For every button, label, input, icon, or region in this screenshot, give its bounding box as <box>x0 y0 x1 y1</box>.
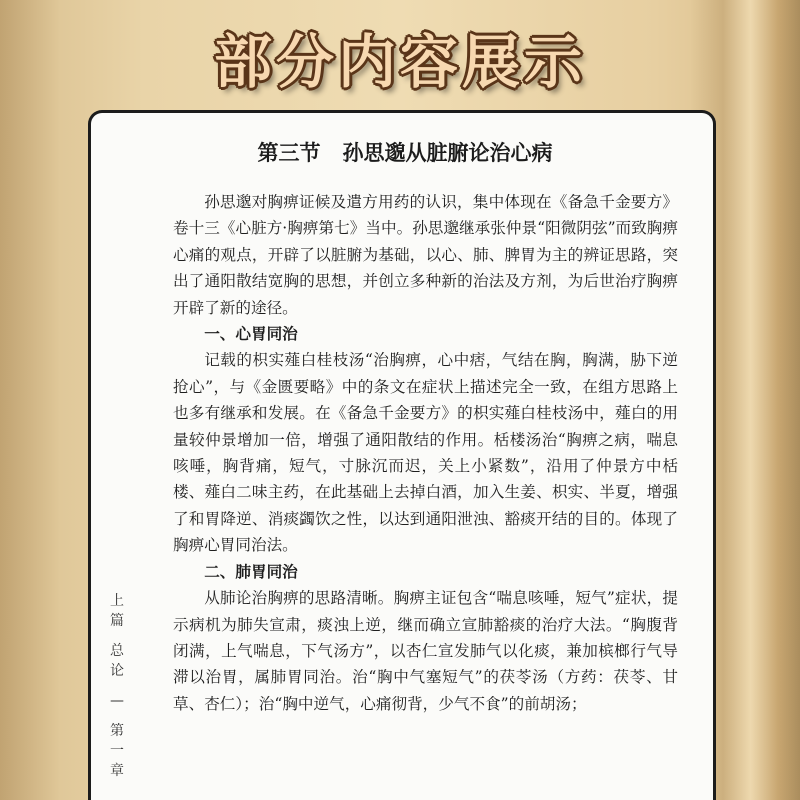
side-label-section: 总论 <box>110 643 124 679</box>
side-label-dash: — <box>110 693 124 709</box>
scroll-shadow-left <box>0 0 60 800</box>
side-chapter-marker <box>107 591 127 781</box>
paragraph: 记载的枳实薤白桂枝汤“治胸痹，心中痞，气结在胸，胸满，胁下逆抢心”，与《金匮要略》中的条文在症状上描述完全一致，在组方思路上也多有继承和发展。在《备急千金要方》的枳实薤白桂枝汤中，薤白的用量较仲景增加一倍，增强了通阳散结的作用。栝楼汤治“胸痹之病，喘息咳唾，胸背痛，短气，寸脉沉而迟，关上小紧数”，沿用了仲景方中栝楼、薤白二味主药，在此基础上去掉白酒，加入生姜、枳实、半夏，增强了和胃降逆、消痰蠲饮之性，以达到通阳泄浊、豁痰开结的目的。体现了胸痹心胃同治法。 <box>173 351 678 555</box>
body-text <box>173 189 678 717</box>
book-page <box>88 110 716 800</box>
section-heading <box>91 137 716 167</box>
banner <box>0 12 800 102</box>
paragraph: 孙思邈对胸痹证候及遣方用药的认识，集中体现在《备急千金要方》卷十三《心脏方·胸痹第七》当中。孙思邈继承张仲景“阳微阴弦”而致胸痹心痛的观点，开辟了以脏腑为基础，以心、肺、脾胃为主的辨证思路，突出了通阳散结宽胸的思想，并创立多种新的治法及方剂，为后世治疗胸痹开辟了新的途径。 <box>173 193 678 317</box>
section-number: 第三节 <box>257 141 321 165</box>
paragraph: 从肺论治胸痹的思路清晰。胸痹主证包含“喘息咳唾，短气”症状，提示病机为肺失宣肃，痰浊上逆，继而确立宣肺豁痰的治疗大法。“胸腹背闭满，上气喘息，下气汤方”，以杏仁宣发肺气以化痰，兼加槟榔行气导滞以治胃，属肺胃同治。治“胸中气塞短气”的茯苓汤（方药：茯苓、甘草、杏仁）；治“胸中逆气，心痛彻背，少气不食”的前胡汤； <box>173 589 678 713</box>
side-label-part: 上篇 <box>110 593 124 629</box>
subheading: 一、心胃同治 <box>204 325 298 344</box>
subheading: 二、肺胃同治 <box>204 562 298 581</box>
side-label-chapter: 第一章 <box>110 723 124 779</box>
section-title: 孙思邈从脏腑论治心病 <box>342 141 553 165</box>
banner-title: 部分内容展示 <box>213 28 586 96</box>
